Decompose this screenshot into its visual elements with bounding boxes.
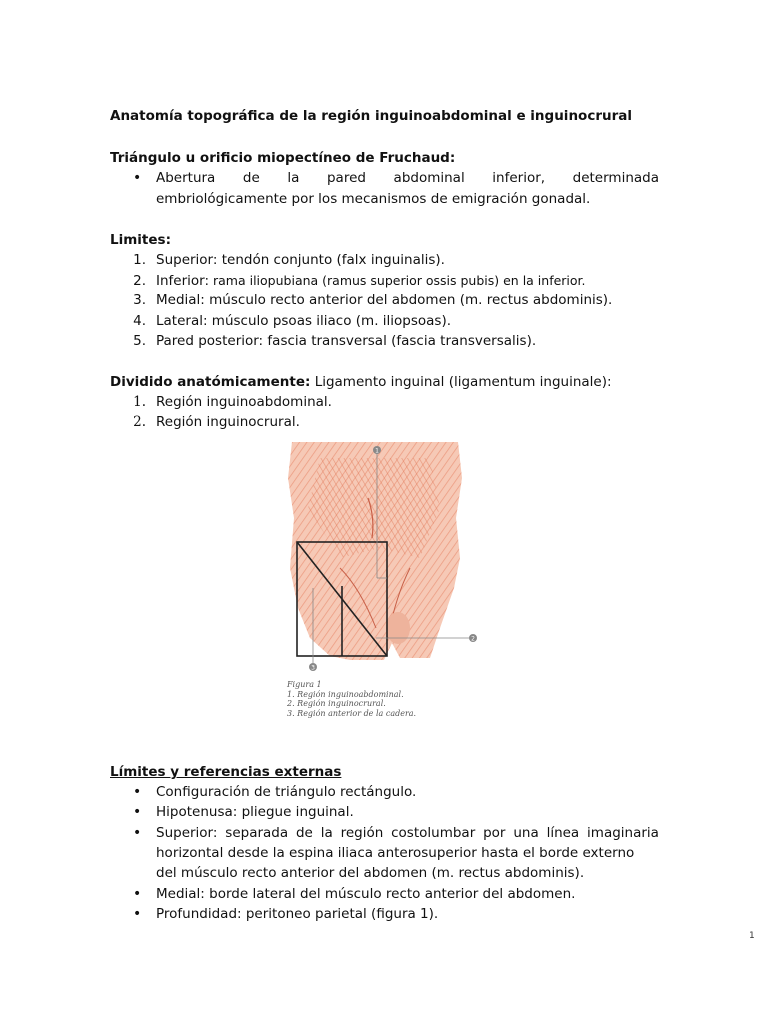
marker-3-label: 3 [311,664,315,672]
word: línea [546,825,580,841]
list-item [156,333,536,349]
fruchaud-bullet-line1 [156,170,659,186]
list-number: 2. [133,273,146,289]
list-item-line2: horizontal desde la espina iliaca anterosuperior hasta el borde externo [156,845,635,861]
list-item-text: tendón conjunto (falx inguinalis). [217,252,445,268]
bullet-icon: • [133,170,142,186]
list-item-label: Pared posterior: [156,333,264,349]
word: una [513,825,539,841]
list-item: Región inguinoabdominal. [156,394,332,410]
word: de [295,825,313,841]
list-item-label: Inferior: [156,273,210,289]
caption-line: 3. Región anterior de la cadera. [287,708,417,718]
bullet-icon: • [133,886,142,902]
bullet-icon: • [133,906,142,922]
list-item-text: rama iliopubiana (ramus superior ossis pubis) en la inferior. [209,273,586,288]
list-item-text: peritoneo parietal (figura 1). [241,906,439,922]
genital-shape [386,612,410,644]
list-item-label: Hipotenusa: [156,804,238,820]
fruchaud-bullet-line2: embriológicamente por los mecanismos de emigración gonadal. [156,191,591,207]
list-item-line3: del músculo recto anterior del abdomen (m. rectus abdominis). [156,865,585,881]
list-item-text: borde lateral del músculo recto anterior del abdomen. [204,886,576,902]
bullet-icon: • [133,804,142,820]
marker-1-label: 1 [375,447,379,455]
list-item [156,313,451,329]
marker-2-label: 2 [471,635,475,643]
list-item [156,292,612,308]
word: de [242,170,260,186]
word: región [340,825,384,841]
list-item-text: músculo recto anterior del abdomen (m. rectus abdominis). [204,292,613,308]
dividido-heading: Dividido anatómicamente: [110,374,311,390]
bullet-icon: • [133,825,142,841]
list-item-label: Superior: [156,825,218,841]
caption-line: 1. Región inguinoabdominal. [287,689,404,699]
list-item [156,886,575,902]
word: costolumbar [391,825,476,841]
list-number: 1. [133,252,146,268]
dividido-text: Ligamento inguinal (ligamentum inguinale): [310,374,612,390]
list-item-label: Lateral: [156,313,208,329]
dividido-line [110,374,612,390]
limites-heading: Limites: [110,232,171,248]
list-item-text: músculo psoas iliaco (m. iliopsoas). [207,313,452,329]
list-item [156,804,354,820]
list-item-label: Superior: [156,252,218,268]
word: pared [326,170,366,186]
bullet-icon: • [133,784,142,800]
word: la [287,170,300,186]
figure-caption [287,680,416,718]
word: abdominal [393,170,465,186]
word: determinada [572,170,659,186]
word: la [320,825,333,841]
list-number: 1. [133,394,146,410]
list-number: 4. [133,313,146,329]
word: por [483,825,506,841]
word: separada [225,825,289,841]
word: imaginaria [587,825,659,841]
anatomy-figure [280,438,490,682]
list-item-text: pliegue inguinal. [237,804,354,820]
caption-line: 2. Región inguinocrural. [287,699,386,709]
list-item [156,273,586,289]
list-item-label: Medial: [156,886,205,902]
page-number: 1 [749,931,755,941]
list-item-label: Medial: [156,292,205,308]
list-item [156,252,445,268]
word: inferior, [492,170,546,186]
externas-heading: Límites y referencias externas [110,764,342,780]
list-item-line1 [156,825,659,841]
list-item: Región inguinocrural. [156,414,300,430]
list-number: 3. [133,292,146,308]
list-item-label: Profundidad: [156,906,242,922]
list-number: 2. [133,414,146,430]
caption-title: Figura 1 [287,680,322,689]
list-number: 5. [133,333,146,349]
list-item: Configuración de triángulo rectángulo. [156,784,417,800]
list-item-text: fascia transversal (fascia transversalis). [263,333,537,349]
fruchaud-heading: Triángulo u orificio miopectíneo de Fruchaud: [110,150,456,166]
list-item [156,906,438,922]
document-title: Anatomía topográfica de la región inguinoabdominal e inguinocrural [110,108,632,124]
word: Abertura [156,170,216,186]
